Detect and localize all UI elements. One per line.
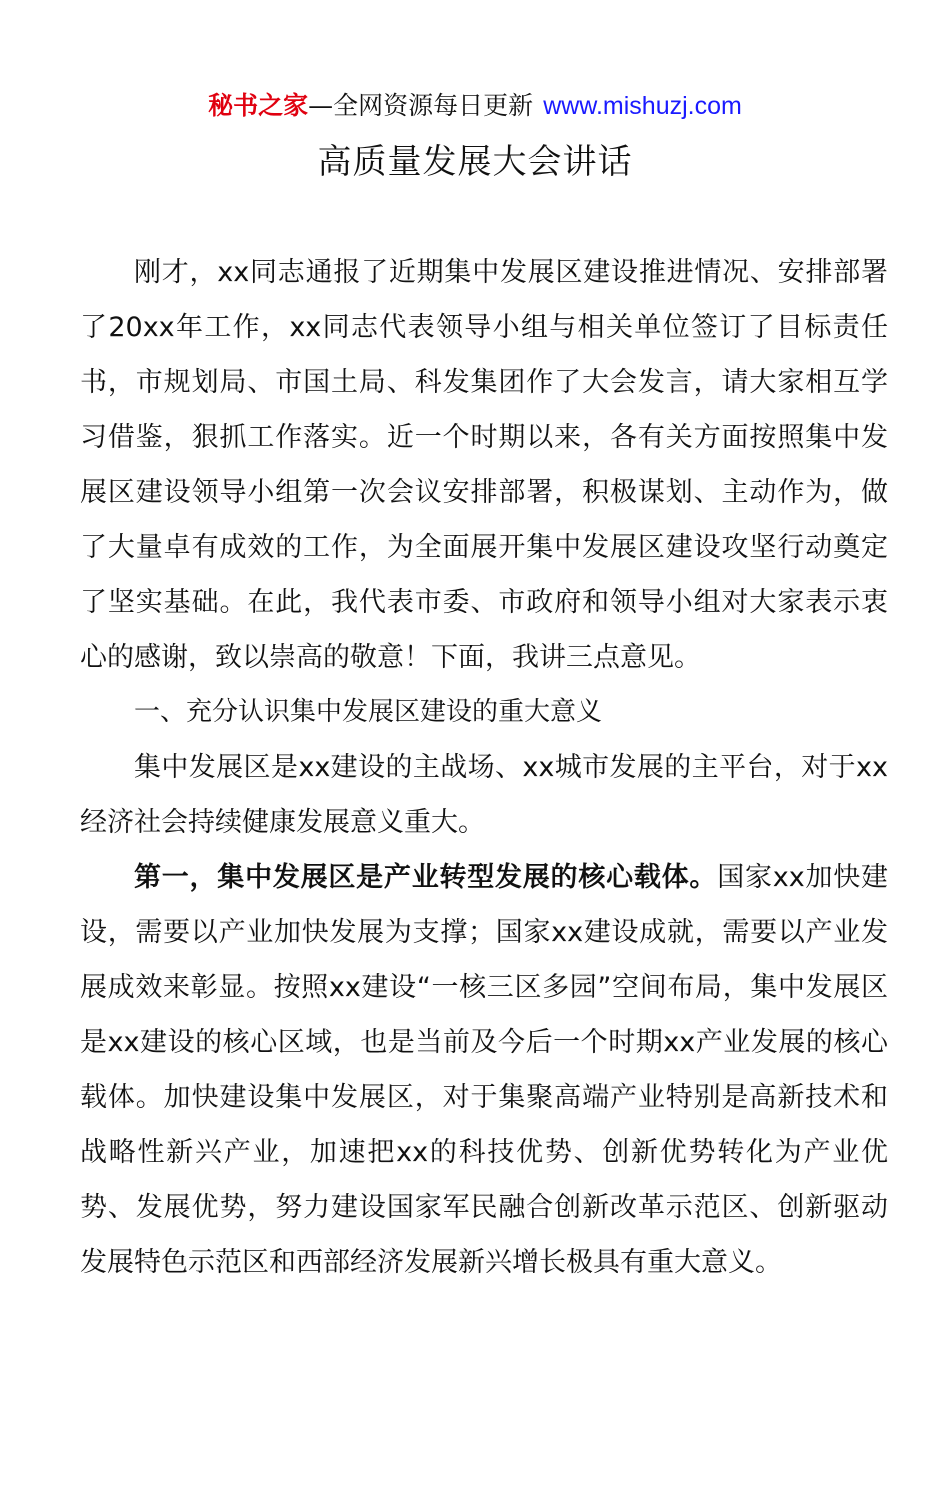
site-url-link[interactable]: www.mishuzj.com (543, 92, 742, 120)
paragraph-overview (80, 740, 888, 850)
paragraph-text: 集中发展区是xx建设的主战场、xx城市发展的主平台，对于xx经济社会持续健康发展意义重大。 (80, 752, 888, 838)
paragraph-lead: 第一，集中发展区是产业转型发展的核心载体。 (134, 862, 718, 893)
site-brand: 秘书之家 (208, 91, 309, 120)
site-tagline: 全网资源每日更新 (333, 91, 534, 120)
document-title: 高质量发展大会讲话 (317, 142, 633, 182)
paragraph-text: 国家xx加快建设，需要以产业加快发展为支撑；国家xx建设成就，需要以产业发展成效来彰显。按照xx建设“一核三区多园”空间布局，集中发展区是xx建设的核心区域，也是当前及今后一个时期xx产业发展的核心载体。加快建设集中发展区，对于集聚高端产业特别是高新技术和战略性新兴产业，加速把xx的科技优势、创新优势转化为产业优势、发展优势，努力建设国家军民融合创新改革示范区、创新驱动发展特色示范区和西部经济发展新兴增长极具有重大意义。 (80, 862, 888, 1278)
section-heading (80, 685, 888, 740)
paragraph-point-one (80, 850, 888, 1290)
section-heading-text: 一、充分认识集中发展区建设的重大意义 (134, 697, 603, 727)
paragraph-text: 刚才，xx同志通报了近期集中发展区建设推进情况、安排部署了20xx年工作，xx同志代表领导小组与相关单位签订了目标责任书，市规划局、市国土局、科发集团作了大会发言，请大家相互学习借鉴，狠抓工作落实。近一个时期以来，各有关方面按照集中发展区建设领导小组第一次会议安排部署，积极谋划、主动作为，做了大量卓有成效的工作，为全面展开集中发展区建设攻坚行动奠定了坚实基础。在此，我代表市委、市政府和领导小组对大家表示衷心的感谢，致以崇高的敬意！下面，我讲三点意见。 (80, 257, 888, 673)
header-dash: — (308, 91, 334, 120)
document-body (80, 245, 888, 1290)
paragraph-intro (80, 245, 888, 685)
site-header (0, 88, 950, 124)
